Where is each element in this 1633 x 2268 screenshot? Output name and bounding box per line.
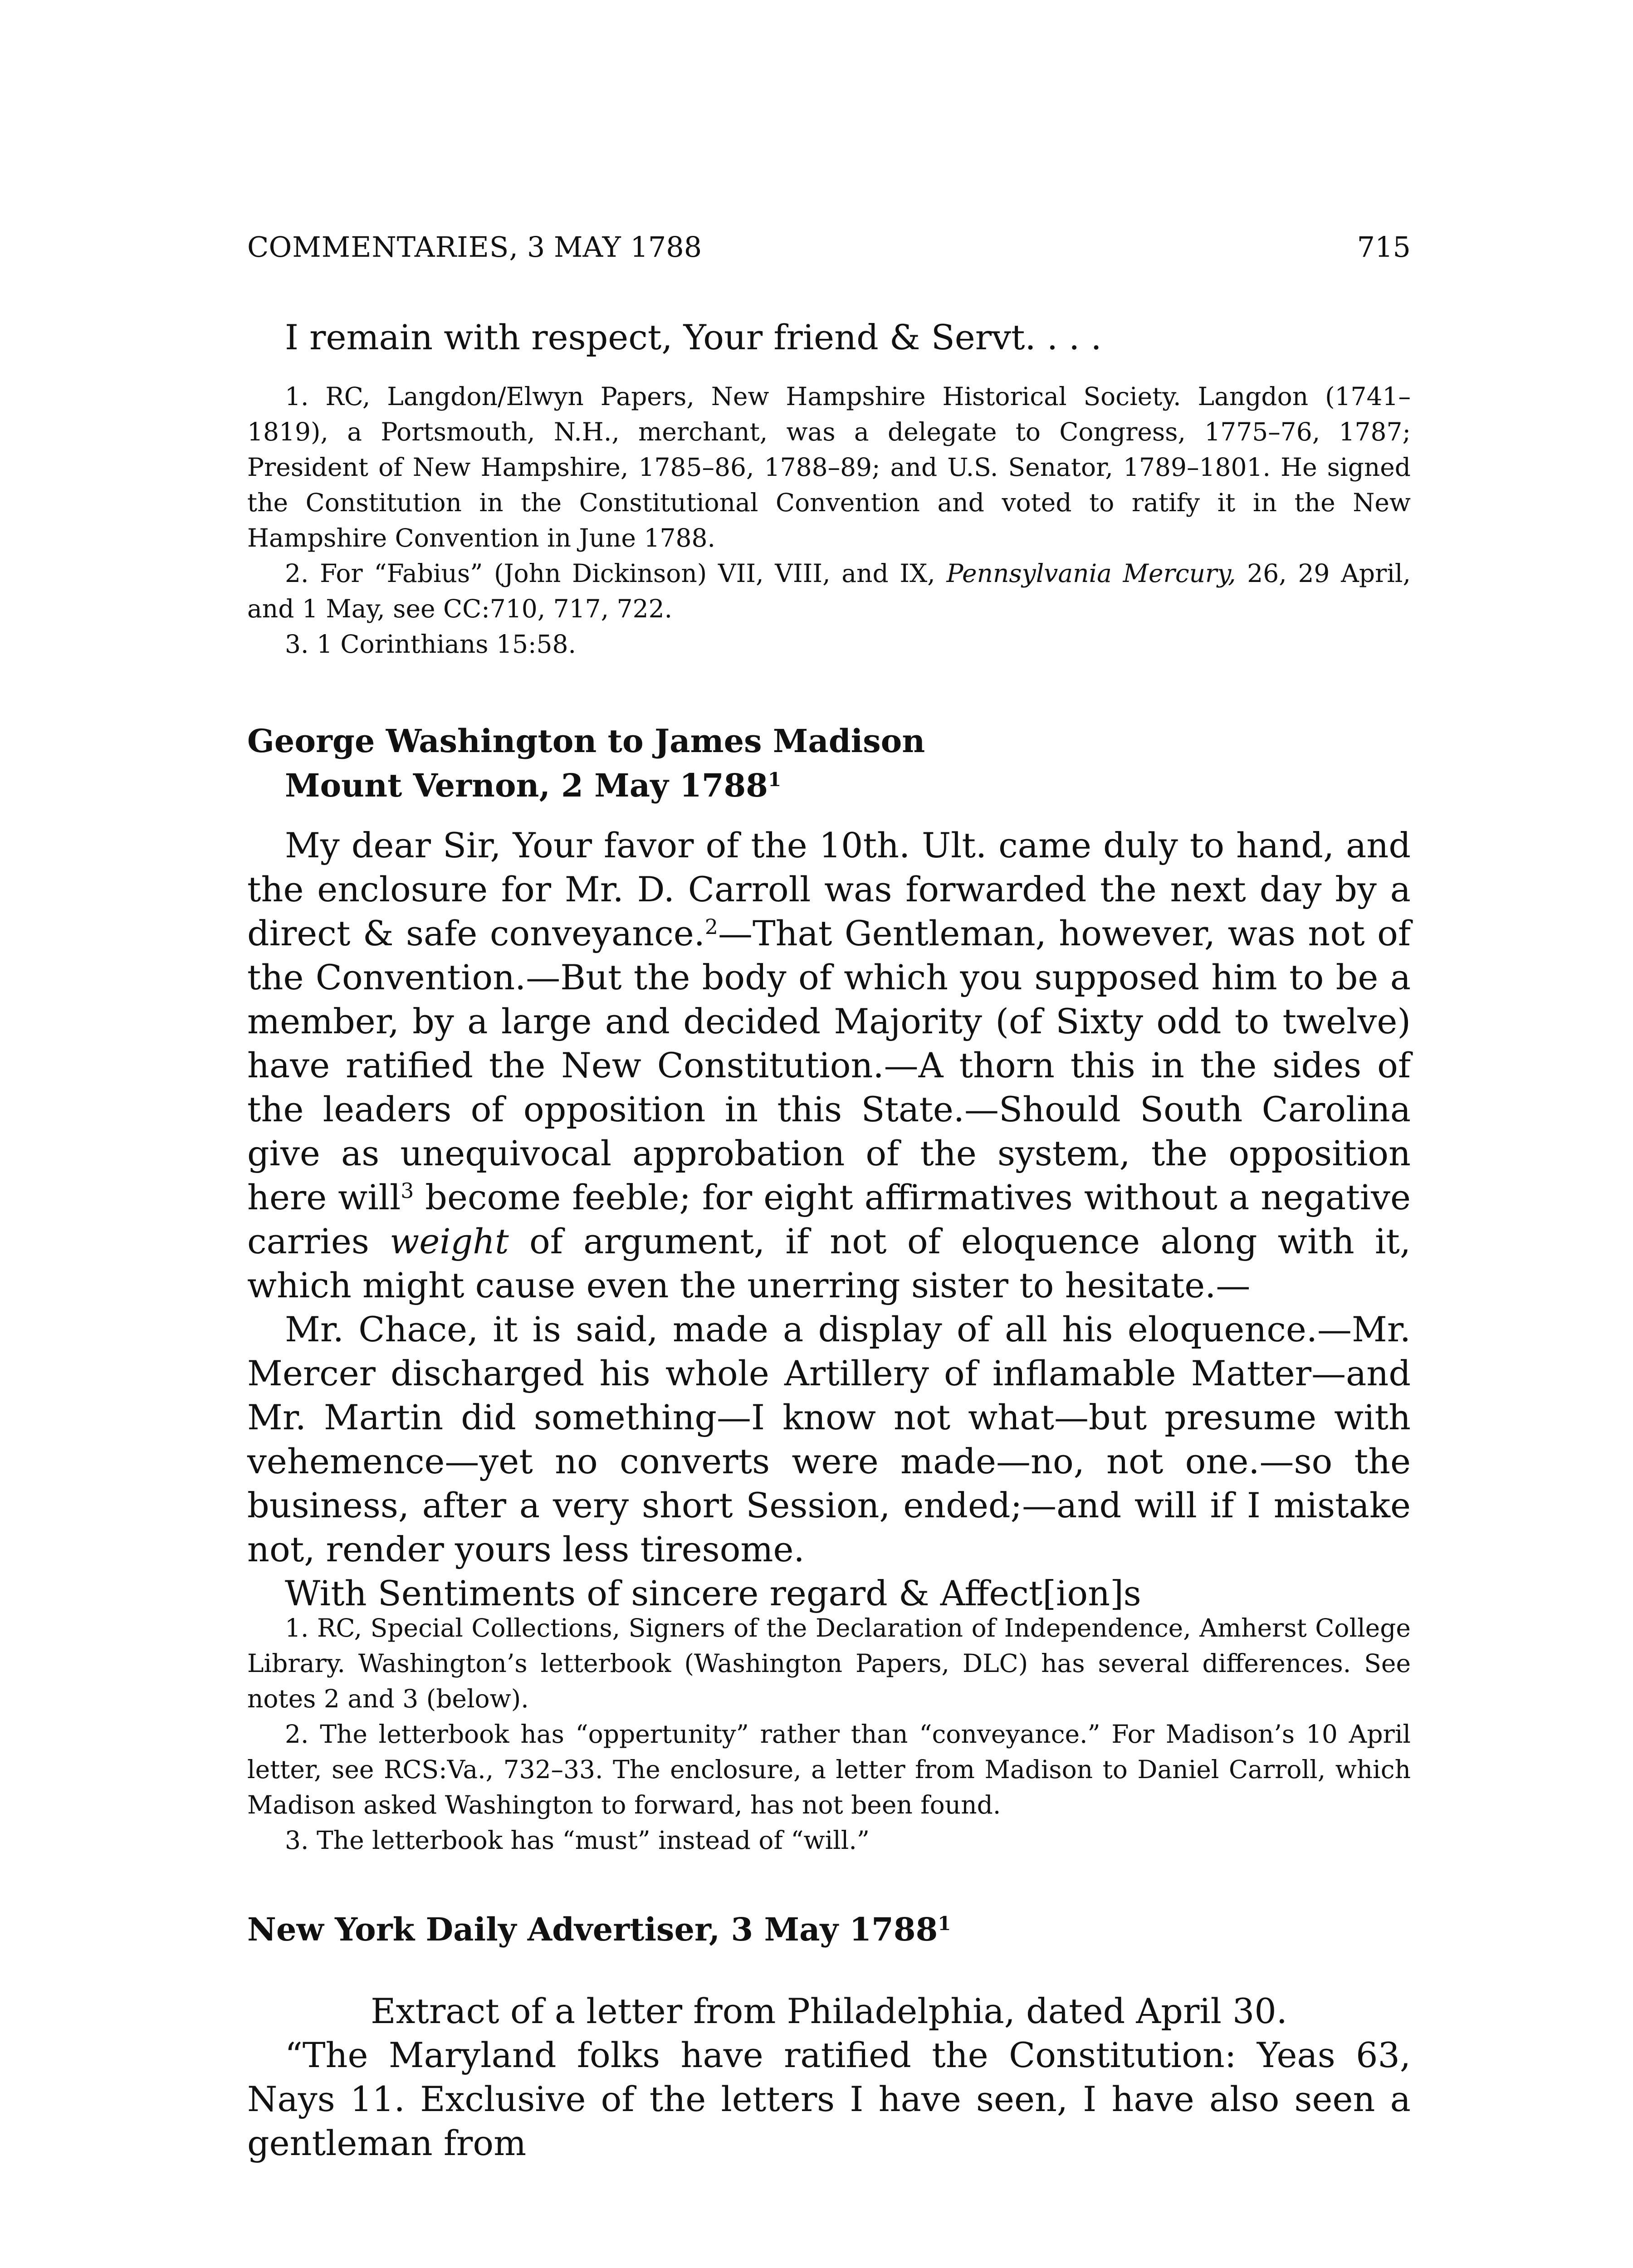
washington-note-3: 3. The letterbook has “must” instead of “will.” [285,1826,870,1855]
washington-letter-body [247,823,1411,1615]
advertiser-body [247,1989,1411,2165]
washington-letter-title: George Washington to James Madison [247,722,925,760]
langdon-notes [247,379,1411,662]
washington-notes [247,1610,1411,1858]
washington-closing: With Sentiments of sincere regard & Affect[ion]s [285,1573,1141,1613]
langdon-closing: I remain with respect, Your friend & Servt. . . . [285,317,1102,357]
langdon-note-3: 3. 1 Corinthians 15:58. [285,630,576,659]
footnote-ref-3: 3 [401,1178,414,1203]
washington-letter-dateline: Mount Vernon, 2 May 1788$^1$ [285,767,782,804]
langdon-note-2: 2. For “Fabius” (John Dickinson) VII, VIII, and IX, Pennsylvania Mercury, 26, 29 April, and 1 May, see CC:710, 717, 722. [247,559,1411,623]
washington-note-2: 2. The letterbook has “oppertunity” rather than “conveyance.” For Madison’s 10 April letter, see RCS:Va., 732–33. The enclosure, a letter from Madison to Daniel Carroll, which Madison asked Washington to forward, has not been found. [247,1720,1411,1819]
page-number: 715 [1357,230,1411,264]
advertiser-heading: New York Daily Advertiser, 3 May 1788$^1$ [247,1911,951,1948]
washington-paragraph-2: Mr. Chace, it is said, made a display of all his eloquence.—Mr. Mercer discharged his whole Artillery of inflamable Matter—and Mr. Martin did something—I know not what—but presume with vehemence—yet no converts were made—no, not one.—so the business, after a very short Session, ended;—and will if I mistake not, render yours less tiresome. [247,1309,1411,1569]
washington-letter-heading [247,719,1411,808]
washington-paragraph-1: My dear Sir, Your favor of the 10th. Ult. came duly to hand, and the enclosure for Mr. D. Carroll was forwarded the next day by a direct & safe conveyance.$^2$—That Gentleman, however, was not of the Convention.—But the body of which you supposed him to be a member, by a large and decided Majority (of Sixty odd to twelve) have ratified the New Constitution.—A thorn this in the sides of the leaders of opposition in this State.—Should South Carolina give as unequivocal approbation of the system, the opposition here will$^3$ become feeble; for eight affirmatives without a negative carries weight of argument, if not of eloquence along with it, which might cause even the unerring sister to hesitate.— [247,825,1411,1305]
footnote-ref-1: 1 [768,768,782,791]
footnote-ref-2: 2 [704,914,718,939]
advertiser-extract-line: Extract of a letter from Philadelphia, dated April 30. [371,1991,1287,2031]
langdon-note-1: 1. RC, Langdon/Elwyn Papers, New Hampshire Historical Society. Langdon (1741–1819), a Portsmouth, N.H., merchant, was a delegate to Congress, 1775–76, 1787; President of New Hampshire, 1785–86, 1788–89; and U.S. Senator, 1789–1801. He signed the Constitution in the Constitutional Convention and voted to ratify it in the New Hampshire Convention in June 1788. [247,382,1411,552]
washington-note-1: 1. RC, Special Collections, Signers of the Declaration of Independence, Amherst College Library. Washington’s letterbook (Washington Papers, DLC) has several differences. See notes 2 and 3 (below). [247,1613,1411,1713]
advertiser-paragraph-1: “The Maryland folks have ratified the Constitution: Yeas 63, Nays 11. Exclusive of the letters I have seen, I have also seen a gentleman from [247,2035,1411,2163]
running-title: COMMENTARIES, 3 MAY 1788 [247,230,702,264]
footnote-ref-1: 1 [938,1912,951,1935]
running-head [247,229,1411,265]
